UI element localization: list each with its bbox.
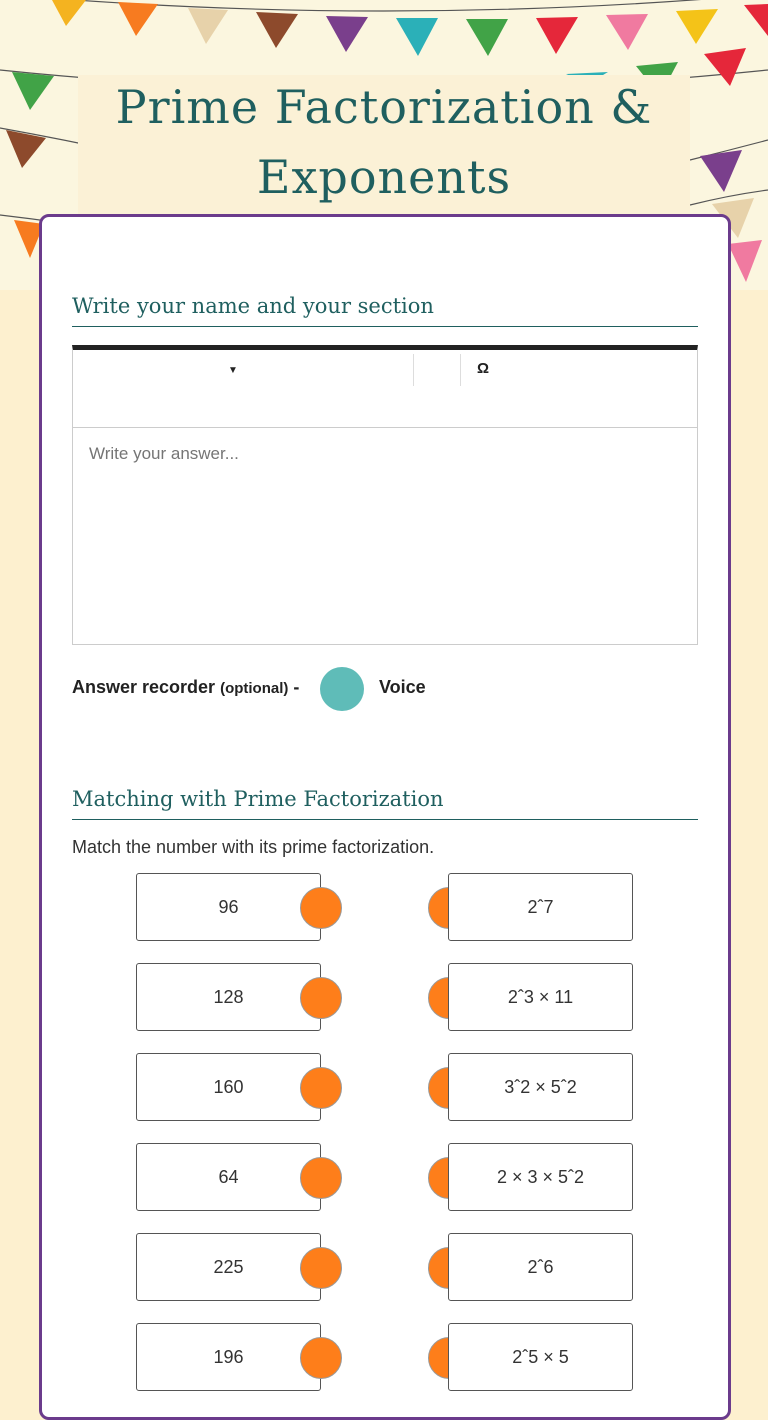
left-match-item[interactable]: 225 xyxy=(136,1233,321,1301)
section-heading-matching: Matching with Prime Factorization xyxy=(72,787,698,820)
left-match-dot[interactable] xyxy=(300,1067,342,1109)
section-heading-name: Write your name and your section xyxy=(72,294,698,327)
page-title: Prime Factorization & Exponents xyxy=(115,80,653,204)
right-match-item[interactable]: 2ˆ5 × 5 xyxy=(448,1323,633,1391)
toolbar-divider xyxy=(460,354,461,386)
left-match-dot[interactable] xyxy=(300,1337,342,1379)
right-match-item[interactable]: 2 × 3 × 5ˆ2 xyxy=(448,1143,633,1211)
left-match-item[interactable]: 64 xyxy=(136,1143,321,1211)
right-match-item[interactable]: 3ˆ2 × 5ˆ2 xyxy=(448,1053,633,1121)
recorder-label: Answer recorder (optional) - xyxy=(72,677,300,697)
answer-input[interactable] xyxy=(89,444,669,464)
right-match-item[interactable]: 2ˆ3 × 11 xyxy=(448,963,633,1031)
special-character-button[interactable]: Ω xyxy=(477,360,490,377)
left-match-item[interactable]: 96 xyxy=(136,873,321,941)
left-match-dot[interactable] xyxy=(300,977,342,1019)
left-match-item[interactable]: 160 xyxy=(136,1053,321,1121)
right-match-item[interactable]: 2ˆ6 xyxy=(448,1233,633,1301)
editor-toolbar xyxy=(73,350,697,428)
left-match-dot[interactable] xyxy=(300,887,342,929)
left-match-item[interactable]: 196 xyxy=(136,1323,321,1391)
record-button[interactable] xyxy=(320,667,364,711)
left-match-dot[interactable] xyxy=(300,1157,342,1199)
right-match-item[interactable]: 2ˆ7 xyxy=(448,873,633,941)
worksheet-card xyxy=(39,214,731,1420)
voice-label: Voice xyxy=(379,677,426,697)
left-match-item[interactable]: 128 xyxy=(136,963,321,1031)
matching-instruction: Match the number with its prime factorization. xyxy=(72,837,435,857)
caret-down-icon[interactable]: ▼ xyxy=(228,365,238,376)
rich-text-editor xyxy=(72,345,698,645)
left-match-dot[interactable] xyxy=(300,1247,342,1289)
toolbar-divider xyxy=(413,354,414,386)
answer-recorder xyxy=(72,665,492,713)
